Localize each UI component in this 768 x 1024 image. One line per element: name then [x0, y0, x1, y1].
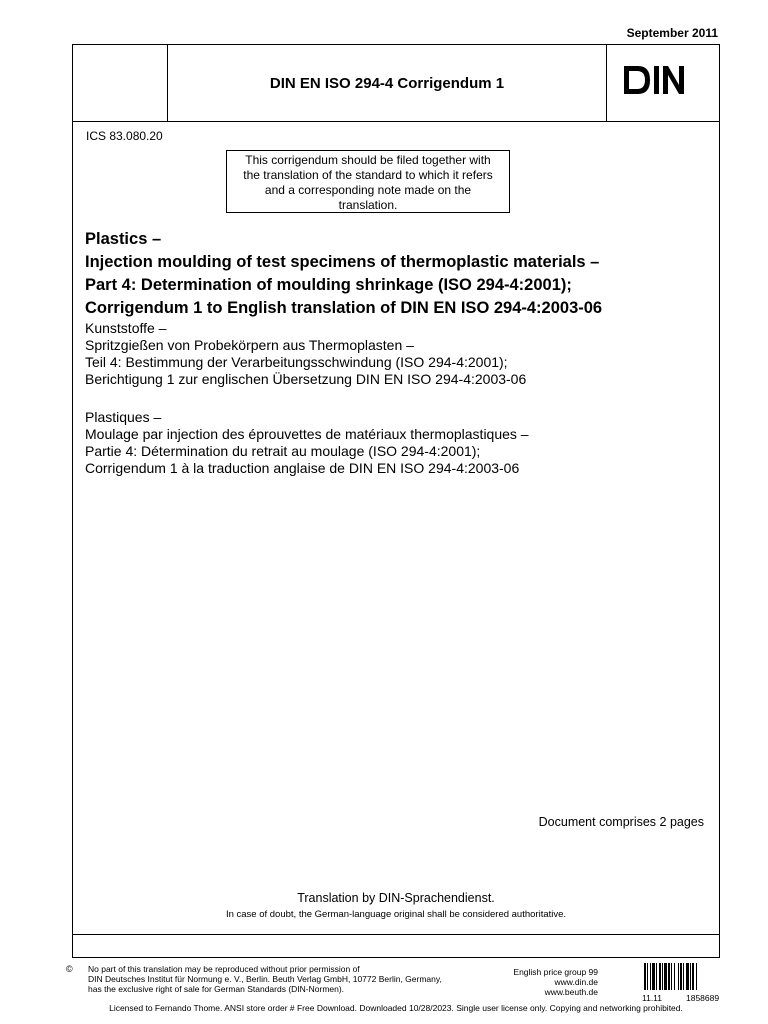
price-group: English price group 99 — [513, 967, 598, 977]
barcode-bar — [686, 963, 689, 990]
filing-note-line: the translation of the standard to which it refers — [243, 168, 493, 182]
french-title-line: Plastiques – — [85, 409, 162, 425]
english-title-line: Injection moulding of test specimens of thermoplastic materials – — [85, 253, 600, 271]
barcode-bar — [690, 963, 691, 990]
barcode-bar — [652, 963, 655, 990]
barcode-bar — [671, 963, 672, 990]
frame-bottom-divider — [72, 934, 720, 935]
filing-note-line: This corrigendum should be filed together with — [245, 153, 491, 167]
license-notice: Licensed to Fernando Thome. ANSI store order # Free Download. Downloaded 10/28/2023. Single user license only. Copying and networking prohibited. — [109, 1003, 683, 1013]
french-title-line: Moulage par injection des éprouvettes de matériaux thermoplastiques – — [85, 426, 529, 442]
document-title — [168, 44, 606, 122]
german-title-line: Berichtigung 1 zur englischen Übersetzung DIN EN ISO 294-4:2003-06 — [85, 371, 527, 387]
french-title — [85, 409, 715, 477]
filing-note-box — [226, 150, 510, 213]
din-website-link[interactable]: www.din.de — [554, 977, 598, 987]
barcode-bar — [668, 963, 670, 990]
beuth-website-link[interactable]: www.beuth.de — [544, 987, 598, 997]
translation-note: Translation by DIN-Sprachendienst. — [297, 891, 495, 905]
copyright-icon: © — [66, 964, 73, 974]
publication-date: September 2011 — [626, 26, 718, 40]
german-title-line: Spritzgießen von Probekörpern aus Thermoplasten – — [85, 337, 414, 353]
barcode-bar — [647, 963, 648, 990]
english-title-line: Plastics – — [85, 230, 162, 248]
barcode-bar — [678, 963, 679, 990]
copyright-line: No part of this translation may be reproduced without prior permission of — [88, 964, 360, 974]
authority-note: In case of doubt, the German-language original shall be considered authoritative. — [225, 909, 567, 920]
french-title-line: Partie 4: Détermination du retrait au moulage (ISO 294-4:2001); — [85, 443, 481, 459]
barcode-bar — [664, 963, 667, 990]
barcode-date: 11.11 — [642, 993, 663, 1003]
english-title — [85, 228, 715, 320]
din-logo-icon — [620, 62, 688, 98]
barcode-bar — [696, 963, 697, 990]
barcode-icon — [644, 963, 720, 990]
ics-code: ICS 83.080.20 — [86, 129, 163, 143]
english-title-line: Part 4: Determination of moulding shrinkage (ISO 294-4:2001); — [85, 276, 572, 294]
barcode-number: 1858689 — [686, 993, 720, 1003]
barcode-bar — [644, 963, 646, 990]
barcode-bar — [674, 963, 675, 990]
page-count-note: Document comprises 2 pages — [538, 815, 704, 829]
copyright-line: DIN Deutsches Institut für Normung e. V., Berlin. Beuth Verlag GmbH, 10772 Berlin, Germany, — [88, 974, 442, 984]
barcode-bar — [692, 963, 694, 990]
french-title-line: Corrigendum 1 à la traduction anglaise de DIN EN ISO 294-4:2003-06 — [85, 460, 520, 476]
filing-note-line: translation. — [338, 198, 398, 212]
filing-note-line: and a corresponding note made on the — [264, 183, 472, 197]
barcode-bar — [656, 963, 657, 990]
barcode-bar — [683, 963, 684, 990]
german-title-line: Teil 4: Bestimmung der Verarbeitungsschwindung (ISO 294-4:2001); — [85, 354, 508, 370]
german-title — [85, 320, 715, 388]
german-title-line: Kunststoffe – — [85, 320, 167, 336]
copyright-notice — [88, 964, 442, 994]
header-divider-right — [606, 44, 607, 122]
barcode-bar — [662, 963, 663, 990]
english-title-line: Corrigendum 1 to English translation of DIN EN ISO 294-4:2003-06 — [85, 299, 603, 317]
copyright-line: has the exclusive right of sale for German Standards (DIN-Normen). — [88, 984, 345, 994]
barcode-bar — [659, 963, 661, 990]
barcode-bar — [650, 963, 651, 990]
price-and-links — [490, 967, 598, 997]
barcode-bar — [680, 963, 682, 990]
document-title-text: DIN EN ISO 294-4 Corrigendum 1 — [269, 74, 505, 92]
